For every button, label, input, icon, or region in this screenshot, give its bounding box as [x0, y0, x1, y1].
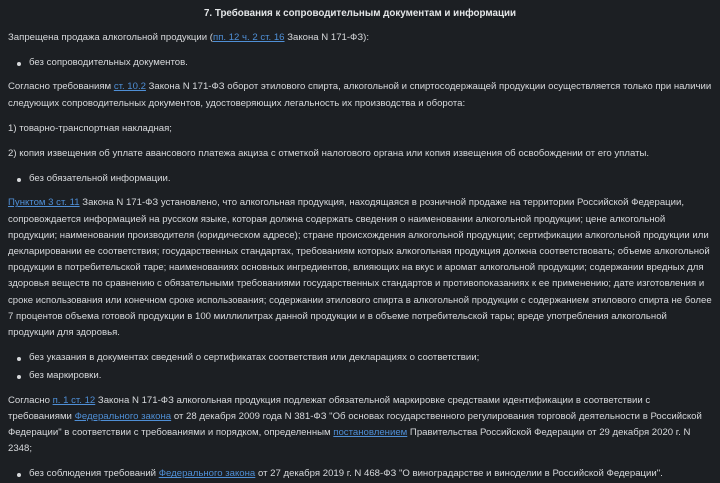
list-item: без обязательной информации.	[21, 171, 712, 187]
list-item: без сопроводительных документов.	[21, 55, 712, 71]
resolution-link[interactable]: постановлением	[333, 427, 408, 439]
list-item: без указания в документах сведений о сертификатах соответствия или декларациях о соответствии;	[21, 350, 712, 366]
bullet-list-1	[8, 55, 712, 71]
paragraph-sale-ban	[8, 30, 712, 46]
text: от 28 декабря 2009 года N 381-ФЗ "Об основах государственного регулирования торговой деятельности в Российской Федерации" в соответствии с требованиями и порядком, определенным	[8, 410, 702, 439]
law-link-st10-2[interactable]: ст. 10.2	[113, 81, 146, 93]
law-link-p3-st11[interactable]: Пунктом 3 ст. 11	[8, 197, 80, 209]
paragraph-marking	[8, 393, 712, 458]
bullet-list-4	[8, 466, 712, 482]
section-title: 7. Требования к сопроводительным документам и информации	[203, 8, 517, 19]
paragraph-doc-2: 2) копия извещения об уплате авансового платежа акциза с отметкой налогового органа или копия извещения об освобождении от его уплаты.	[8, 148, 650, 160]
bullet-list-3	[8, 350, 712, 384]
list-item: без маркировки.	[21, 368, 712, 384]
text: Согласно	[8, 394, 53, 406]
paragraph-doc-1: 1) товарно-транспортная накладная;	[8, 122, 172, 134]
text: без соблюдения требований	[29, 468, 159, 480]
list-item	[21, 466, 712, 482]
law-link-pp12[interactable]: пп. 12 ч. 2 ст. 16	[213, 32, 285, 43]
text: Закона N 171-ФЗ алкогольная продукция подлежат обязательной маркировке средствами идентификации в соответствии с требованиями	[8, 394, 651, 422]
paragraph-requirements	[8, 79, 712, 111]
bullet-list-2	[8, 171, 712, 187]
text: Запрещена продажа алкогольной продукции (	[8, 32, 213, 43]
federal-law-link[interactable]: Федерального закона	[74, 410, 172, 422]
text: Закона N 171-ФЗ установлено, что алкогольная продукция, находящаяся в розничной продаже на территории Российской Федерации, сопровождается информацией на русском языке, которая должна содержать сведения о наименовании алкогольной продукции; цене алкогольной продукции; наименовании производителя (юридическом адресе); стране происхождения алкогольной продукции; сертификации алкогольной продукции или декларировании ее соответствия; государственных стандартах, требованиям которых алкогольная продукция должна соответствовать; объеме алкогольной продукции в потребительской таре; наименованиях основных ингредиентов, влияющих на вкус и аромат алкогольной продукции; содержании вредных для здоровья веществ по сравнению с обязательными требованиями государственных стандартов и противопоказаниях к ее применению; дате изготовления и сроке использования или конечном сроке использования; содержании этилового спирта в алкогольной продукции с содержанием этилового спирта не более 7 процентов объема готовой продукции в 100 миллилитрах данной продукции и в объеме потребительской тары; вреде употребления алкогольной продукции для здоровья.	[8, 197, 712, 339]
text: от 27 декабря 2019 г. N 468-ФЗ "О виноградарстве и виноделии в Российской Федерации".	[255, 468, 663, 480]
law-link-p1-st12[interactable]: п. 1 ст. 12	[52, 394, 96, 406]
paragraph-information	[8, 195, 712, 341]
text: Закона N 171-ФЗ оборот этилового спирта, алкогольной и спиртосодержащей продукции осуществляется только при наличии следующих сопроводительных документов, удостоверяющих легальность их производства и оборота:	[8, 81, 712, 109]
text: Согласно требованиям	[8, 81, 114, 93]
text: Правительства Российской Федерации от 29 декабря 2020 г. N 2348;	[8, 427, 691, 455]
text: Закона N 171-ФЗ):	[284, 32, 370, 43]
federal-law-link-468[interactable]: Федерального закона	[158, 468, 256, 480]
